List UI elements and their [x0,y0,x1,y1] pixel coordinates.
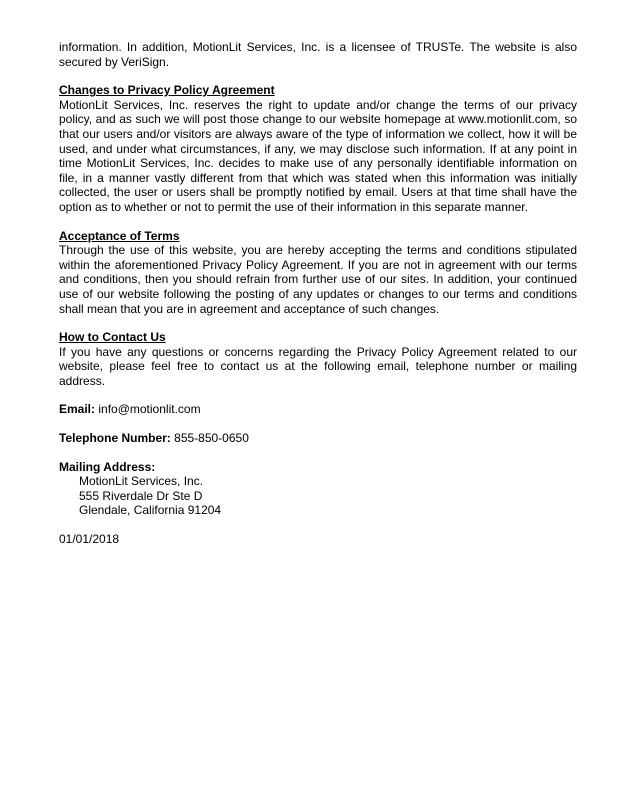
document-page [59,40,577,547]
contact-heading: How to Contact Us [59,330,166,345]
mailing-label: Mailing Address: [59,459,156,474]
changes-section [59,83,577,214]
changes-body: MotionLit Services, Inc. reserves the right to update and/or change the terms of our privacy policy, and as such we will post those change to our website homepage at www.motionlit.com, so that our users and/or visitors are always aware of the type of information we collect, how it will be used, and under what circumstances, if any, we may disclose such information. If at any point in time MotionLit Services, Inc. decides to make use of any personally identifiable information on file, in a manner vastly different from that which was stated when this information was initially collected, the user or users shall be promptly notified by email. Users at that time shall have the option as to whether or not to permit the use of their information in this separate manner. [59,97,577,214]
changes-heading: Changes to Privacy Policy Agreement [59,83,275,98]
contact-body: If you have any questions or concerns regarding the Privacy Policy Agreement related to our website, please feel free to contact us at the following email, telephone number or mailing address. [59,344,577,388]
email-field [59,402,577,417]
contact-section [59,330,577,547]
document-date: 01/01/2018 [59,532,120,547]
intro-paragraph: information. In addition, MotionLit Services, Inc. is a licensee of TRUSTe. The website is also secured by VeriSign. [59,40,577,69]
address-line: Glendale, California 91204 [79,503,222,518]
acceptance-section [59,229,577,317]
phone-field [59,431,577,446]
phone-value: 855-850-0650 [174,431,249,446]
phone-label: Telephone Number: [59,431,171,446]
address-lines [59,474,577,518]
address-line: 555 Riverdale Dr Ste D [79,488,203,503]
mailing-address-block [59,460,577,518]
acceptance-body: Through the use of this website, you are hereby accepting the terms and conditions stipulated within the aforementioned Privacy Policy Agreement. If you are not in agreement with our terms and conditions, then you should refrain from further use of our sites. In addition, your continued use of our website following the posting of any updates or changes to our terms and conditions shall mean that you are in agreement and acceptance of such changes. [59,243,577,316]
address-line: MotionLit Services, Inc. [79,474,204,489]
email-label: Email: [59,402,96,417]
acceptance-heading: Acceptance of Terms [59,228,180,243]
email-value: info@motionlit.com [98,402,201,417]
